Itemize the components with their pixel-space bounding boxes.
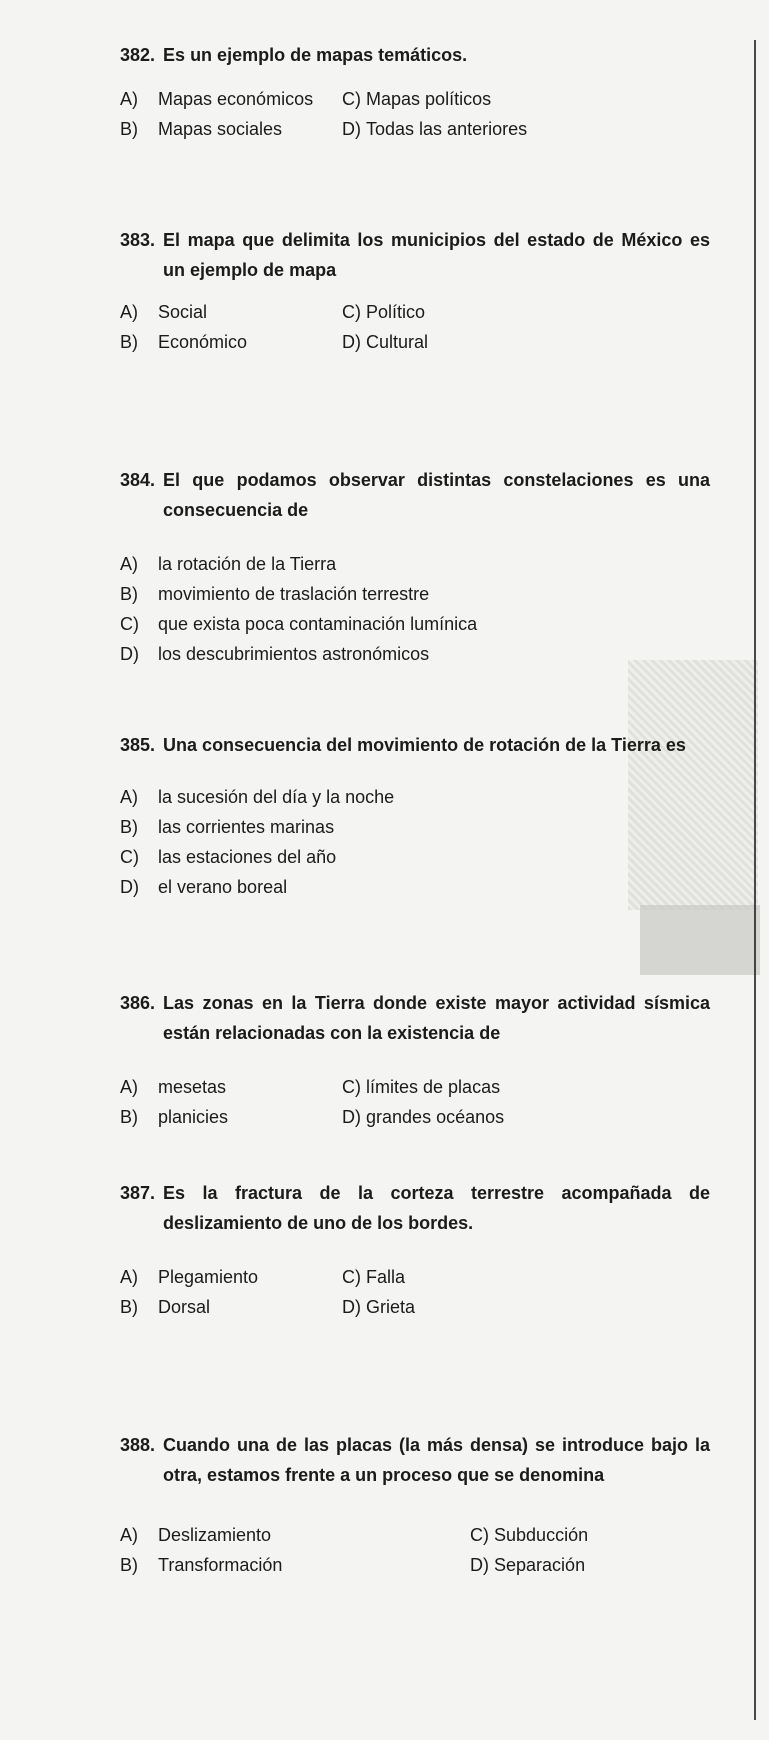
question-text: Cuando una de las placas (la más densa) se introduce bajo la otra, estamos frente a un proceso que se denomina: [163, 1435, 710, 1485]
question-stem: [120, 465, 710, 525]
option-c[interactable]: C) Mapas políticos: [342, 84, 491, 114]
option-c[interactable]: C) que exista poca contaminación lumínica: [120, 609, 477, 639]
option-d[interactable]: D) grandes océanos: [342, 1102, 504, 1132]
publisher-logo-watermark: [640, 905, 760, 975]
option-text: límites de placas: [366, 1077, 501, 1097]
question-stem: [120, 988, 710, 1048]
question-382: [120, 40, 710, 144]
question-number: 384.: [120, 470, 156, 490]
option-b[interactable]: B) Económico: [120, 327, 342, 357]
question-386: [120, 988, 710, 1132]
option-d[interactable]: D) Grieta: [342, 1292, 415, 1322]
question-388: [120, 1430, 710, 1580]
option-a[interactable]: A) Plegamiento: [120, 1262, 342, 1292]
option-text: Social: [158, 302, 208, 322]
option-b[interactable]: B) Mapas sociales: [120, 114, 342, 144]
answer-options: [120, 1520, 710, 1580]
option-text: Cultural: [366, 332, 429, 352]
question-number: 388.: [120, 1435, 156, 1455]
option-text: Subducción: [494, 1525, 589, 1545]
option-text: Económico: [158, 332, 248, 352]
option-text: el verano boreal: [158, 877, 288, 897]
option-b[interactable]: B) las corrientes marinas: [120, 812, 334, 842]
option-b[interactable]: B) movimiento de traslación terrestre: [120, 579, 429, 609]
answer-options: [120, 549, 710, 669]
option-text: movimiento de traslación terrestre: [158, 584, 430, 604]
option-d[interactable]: D) Todas las anteriores: [342, 114, 527, 144]
option-text: mesetas: [158, 1077, 227, 1097]
option-c[interactable]: C) Político: [342, 297, 425, 327]
question-stem: [120, 225, 710, 285]
question-387: [120, 1178, 710, 1322]
option-d[interactable]: D) Separación: [470, 1550, 585, 1580]
option-b[interactable]: B) Transformación: [120, 1550, 470, 1580]
option-b[interactable]: B) planicies: [120, 1102, 342, 1132]
question-text: El que podamos observar distintas constelaciones es una consecuencia de: [163, 470, 710, 520]
option-c[interactable]: C) Falla: [342, 1262, 405, 1292]
option-a[interactable]: A) Deslizamiento: [120, 1520, 470, 1550]
answer-options: [120, 297, 710, 357]
option-text: Falla: [366, 1267, 406, 1287]
option-text: la sucesión del día y la noche: [158, 787, 395, 807]
question-385: [120, 730, 710, 902]
question-number: 387.: [120, 1183, 156, 1203]
option-a[interactable]: A) mesetas: [120, 1072, 342, 1102]
answer-options: [120, 1262, 710, 1322]
question-384: [120, 465, 710, 669]
option-d[interactable]: D) el verano boreal: [120, 872, 287, 902]
option-a[interactable]: A) la sucesión del día y la noche: [120, 782, 394, 812]
question-number: 385.: [120, 735, 156, 755]
question-stem: [120, 1430, 710, 1490]
option-a[interactable]: A) Mapas económicos: [120, 84, 342, 114]
option-text: Separación: [494, 1555, 586, 1575]
question-stem: [120, 40, 710, 70]
option-text: los descubrimientos astronómicos: [158, 644, 430, 664]
column-divider: [754, 40, 756, 1720]
answer-options: [120, 1072, 710, 1132]
question-text: Es un ejemplo de mapas temáticos.: [163, 45, 468, 65]
question-stem: [120, 1178, 710, 1238]
option-text: que exista poca contaminación lumínica: [158, 614, 478, 634]
answer-options: [120, 782, 710, 902]
option-text: grandes océanos: [366, 1107, 505, 1127]
question-number: 383.: [120, 230, 156, 250]
option-text: Transformación: [158, 1555, 283, 1575]
option-c[interactable]: C) límites de placas: [342, 1072, 500, 1102]
option-c[interactable]: C) Subducción: [470, 1520, 588, 1550]
option-b[interactable]: B) Dorsal: [120, 1292, 342, 1322]
option-text: Mapas políticos: [366, 89, 492, 109]
answer-options: [120, 84, 710, 144]
option-d[interactable]: D) Cultural: [342, 327, 428, 357]
option-a[interactable]: A) Social: [120, 297, 342, 327]
question-number: 386.: [120, 993, 156, 1013]
question-383: [120, 225, 710, 357]
question-stem: [120, 730, 710, 760]
question-text: Las zonas en la Tierra donde existe mayor actividad sísmica están relacionadas con la existencia de: [163, 993, 710, 1043]
option-d[interactable]: D) los descubrimientos astronómicos: [120, 639, 429, 669]
option-text: las corrientes marinas: [158, 817, 335, 837]
option-text: Político: [366, 302, 426, 322]
option-text: Plegamiento: [158, 1267, 259, 1287]
option-text: Dorsal: [158, 1297, 211, 1317]
question-text: Es la fractura de la corteza terrestre acompañada de deslizamiento de uno de los bordes.: [163, 1183, 710, 1233]
option-text: Mapas sociales: [158, 119, 283, 139]
question-text: El mapa que delimita los municipios del estado de México es un ejemplo de mapa: [163, 230, 710, 280]
option-text: la rotación de la Tierra: [158, 554, 337, 574]
option-text: Todas las anteriores: [366, 119, 528, 139]
question-text: Una consecuencia del movimiento de rotación de la Tierra es: [163, 735, 686, 755]
option-c[interactable]: C) las estaciones del año: [120, 842, 336, 872]
option-text: Deslizamiento: [158, 1525, 272, 1545]
option-text: planicies: [158, 1107, 229, 1127]
option-a[interactable]: A) la rotación de la Tierra: [120, 549, 336, 579]
option-text: Grieta: [366, 1297, 416, 1317]
option-text: las estaciones del año: [158, 847, 337, 867]
option-text: Mapas económicos: [158, 89, 314, 109]
question-number: 382.: [120, 45, 156, 65]
